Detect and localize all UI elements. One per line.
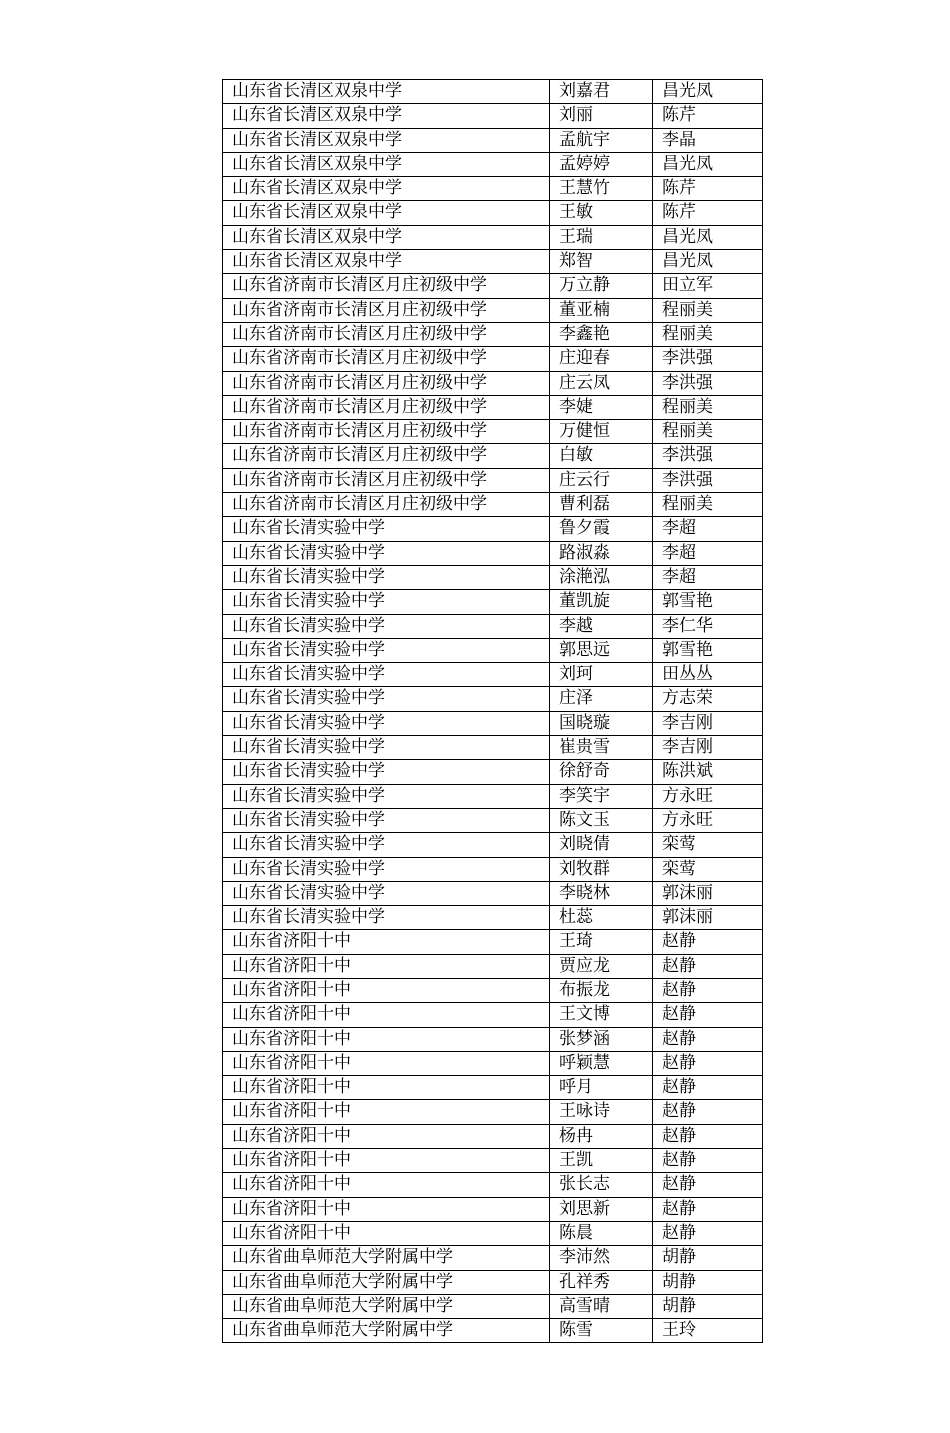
student-name-cell: 呼颖慧 bbox=[550, 1051, 653, 1075]
teacher-name-cell: 郭雪艳 bbox=[653, 638, 763, 662]
table-row bbox=[223, 1270, 763, 1294]
school-cell: 山东省长清实验中学 bbox=[223, 784, 550, 808]
teacher-name-cell: 郭沫丽 bbox=[653, 906, 763, 930]
school-cell: 山东省济阳十中 bbox=[223, 1100, 550, 1124]
school-cell: 山东省长清实验中学 bbox=[223, 808, 550, 832]
table-row bbox=[223, 808, 763, 832]
teacher-name-cell: 李洪强 bbox=[653, 371, 763, 395]
school-cell: 山东省济南市长清区月庄初级中学 bbox=[223, 298, 550, 322]
teacher-name-cell: 李超 bbox=[653, 517, 763, 541]
student-name-cell: 张梦涵 bbox=[550, 1027, 653, 1051]
student-name-cell: 王琦 bbox=[550, 930, 653, 954]
student-name-cell: 庄迎春 bbox=[550, 347, 653, 371]
school-cell: 山东省长清实验中学 bbox=[223, 638, 550, 662]
table-row bbox=[223, 565, 763, 589]
school-cell: 山东省长清区双泉中学 bbox=[223, 80, 550, 104]
teacher-name-cell: 赵静 bbox=[653, 1173, 763, 1197]
student-name-cell: 庄云凤 bbox=[550, 371, 653, 395]
table-row bbox=[223, 1100, 763, 1124]
teacher-name-cell: 田立军 bbox=[653, 274, 763, 298]
table-row bbox=[223, 493, 763, 517]
teacher-name-cell: 李吉刚 bbox=[653, 736, 763, 760]
teacher-name-cell: 郭沫丽 bbox=[653, 881, 763, 905]
teacher-name-cell: 赵静 bbox=[653, 1051, 763, 1075]
student-name-cell: 郭思远 bbox=[550, 638, 653, 662]
table-row bbox=[223, 420, 763, 444]
school-cell: 山东省长清实验中学 bbox=[223, 590, 550, 614]
teacher-name-cell: 李仁华 bbox=[653, 614, 763, 638]
school-cell: 山东省济南市长清区月庄初级中学 bbox=[223, 274, 550, 298]
teacher-name-cell: 陈芹 bbox=[653, 177, 763, 201]
table-row bbox=[223, 444, 763, 468]
table-row bbox=[223, 541, 763, 565]
student-name-cell: 路淑淼 bbox=[550, 541, 653, 565]
teacher-name-cell: 赵静 bbox=[653, 1027, 763, 1051]
school-cell: 山东省长清实验中学 bbox=[223, 565, 550, 589]
school-cell: 山东省长清区双泉中学 bbox=[223, 225, 550, 249]
school-cell: 山东省长清区双泉中学 bbox=[223, 152, 550, 176]
school-cell: 山东省济南市长清区月庄初级中学 bbox=[223, 468, 550, 492]
teacher-name-cell: 陈洪斌 bbox=[653, 760, 763, 784]
teacher-name-cell: 李吉刚 bbox=[653, 711, 763, 735]
table-row bbox=[223, 784, 763, 808]
school-cell: 山东省济南市长清区月庄初级中学 bbox=[223, 322, 550, 346]
teacher-name-cell: 李晶 bbox=[653, 128, 763, 152]
roster-table-body bbox=[223, 80, 763, 1343]
student-name-cell: 白敏 bbox=[550, 444, 653, 468]
student-name-cell: 涂滟泓 bbox=[550, 565, 653, 589]
school-cell: 山东省济阳十中 bbox=[223, 1124, 550, 1148]
table-row bbox=[223, 736, 763, 760]
teacher-name-cell: 赵静 bbox=[653, 1221, 763, 1245]
student-name-cell: 庄泽 bbox=[550, 687, 653, 711]
teacher-name-cell: 方永旺 bbox=[653, 784, 763, 808]
teacher-name-cell: 胡静 bbox=[653, 1270, 763, 1294]
student-name-cell: 王咏诗 bbox=[550, 1100, 653, 1124]
school-cell: 山东省长清实验中学 bbox=[223, 687, 550, 711]
table-row bbox=[223, 833, 763, 857]
table-row bbox=[223, 1076, 763, 1100]
table-row bbox=[223, 201, 763, 225]
table-row bbox=[223, 1319, 763, 1343]
school-cell: 山东省济阳十中 bbox=[223, 978, 550, 1002]
teacher-name-cell: 赵静 bbox=[653, 1003, 763, 1027]
student-name-cell: 刘丽 bbox=[550, 104, 653, 128]
teacher-name-cell: 赵静 bbox=[653, 954, 763, 978]
school-cell: 山东省长清区双泉中学 bbox=[223, 104, 550, 128]
student-name-cell: 刘晓倩 bbox=[550, 833, 653, 857]
table-row bbox=[223, 468, 763, 492]
student-name-cell: 杨冉 bbox=[550, 1124, 653, 1148]
teacher-name-cell: 胡静 bbox=[653, 1294, 763, 1318]
school-cell: 山东省济阳十中 bbox=[223, 1076, 550, 1100]
school-cell: 山东省济南市长清区月庄初级中学 bbox=[223, 444, 550, 468]
student-name-cell: 贾应龙 bbox=[550, 954, 653, 978]
teacher-name-cell: 方永旺 bbox=[653, 808, 763, 832]
student-name-cell: 徐舒奇 bbox=[550, 760, 653, 784]
student-name-cell: 王文博 bbox=[550, 1003, 653, 1027]
student-name-cell: 李沛然 bbox=[550, 1246, 653, 1270]
table-row bbox=[223, 1246, 763, 1270]
student-name-cell: 刘思新 bbox=[550, 1197, 653, 1221]
student-name-cell: 曹利磊 bbox=[550, 493, 653, 517]
table-row bbox=[223, 371, 763, 395]
student-name-cell: 呼月 bbox=[550, 1076, 653, 1100]
school-cell: 山东省长清区双泉中学 bbox=[223, 201, 550, 225]
student-name-cell: 王瑞 bbox=[550, 225, 653, 249]
table-row bbox=[223, 978, 763, 1002]
student-name-cell: 王凯 bbox=[550, 1149, 653, 1173]
table-row bbox=[223, 347, 763, 371]
school-cell: 山东省济南市长清区月庄初级中学 bbox=[223, 395, 550, 419]
table-row bbox=[223, 1149, 763, 1173]
school-cell: 山东省曲阜师范大学附属中学 bbox=[223, 1294, 550, 1318]
table-row bbox=[223, 274, 763, 298]
student-name-cell: 万立静 bbox=[550, 274, 653, 298]
student-name-cell: 孔祥秀 bbox=[550, 1270, 653, 1294]
school-cell: 山东省济阳十中 bbox=[223, 1173, 550, 1197]
teacher-name-cell: 赵静 bbox=[653, 1124, 763, 1148]
school-cell: 山东省济阳十中 bbox=[223, 930, 550, 954]
school-cell: 山东省长清实验中学 bbox=[223, 663, 550, 687]
table-row bbox=[223, 663, 763, 687]
school-cell: 山东省长清实验中学 bbox=[223, 881, 550, 905]
teacher-name-cell: 李洪强 bbox=[653, 468, 763, 492]
teacher-name-cell: 程丽美 bbox=[653, 493, 763, 517]
table-row bbox=[223, 1027, 763, 1051]
table-row bbox=[223, 80, 763, 104]
teacher-name-cell: 赵静 bbox=[653, 1197, 763, 1221]
student-name-cell: 董亚楠 bbox=[550, 298, 653, 322]
school-cell: 山东省济阳十中 bbox=[223, 1149, 550, 1173]
school-cell: 山东省长清区双泉中学 bbox=[223, 177, 550, 201]
student-name-cell: 郑智 bbox=[550, 250, 653, 274]
student-name-cell: 刘牧群 bbox=[550, 857, 653, 881]
teacher-name-cell: 王玲 bbox=[653, 1319, 763, 1343]
school-cell: 山东省长清区双泉中学 bbox=[223, 250, 550, 274]
teacher-name-cell: 赵静 bbox=[653, 1076, 763, 1100]
school-cell: 山东省济南市长清区月庄初级中学 bbox=[223, 347, 550, 371]
teacher-name-cell: 昌光凤 bbox=[653, 152, 763, 176]
school-cell: 山东省长清实验中学 bbox=[223, 760, 550, 784]
teacher-name-cell: 李洪强 bbox=[653, 444, 763, 468]
school-cell: 山东省长清实验中学 bbox=[223, 857, 550, 881]
table-row bbox=[223, 250, 763, 274]
student-name-cell: 李婕 bbox=[550, 395, 653, 419]
school-cell: 山东省长清实验中学 bbox=[223, 517, 550, 541]
school-cell: 山东省济阳十中 bbox=[223, 1003, 550, 1027]
student-name-cell: 董凯旋 bbox=[550, 590, 653, 614]
table-row bbox=[223, 590, 763, 614]
table-row bbox=[223, 711, 763, 735]
student-name-cell: 陈雪 bbox=[550, 1319, 653, 1343]
teacher-name-cell: 赵静 bbox=[653, 1100, 763, 1124]
table-row bbox=[223, 1124, 763, 1148]
document-page bbox=[222, 79, 762, 1343]
roster-table bbox=[222, 79, 763, 1343]
student-name-cell: 陈文玉 bbox=[550, 808, 653, 832]
school-cell: 山东省济阳十中 bbox=[223, 1051, 550, 1075]
student-name-cell: 万健恒 bbox=[550, 420, 653, 444]
student-name-cell: 李越 bbox=[550, 614, 653, 638]
student-name-cell: 刘珂 bbox=[550, 663, 653, 687]
school-cell: 山东省长清实验中学 bbox=[223, 906, 550, 930]
school-cell: 山东省曲阜师范大学附属中学 bbox=[223, 1270, 550, 1294]
school-cell: 山东省济阳十中 bbox=[223, 1027, 550, 1051]
teacher-name-cell: 胡静 bbox=[653, 1246, 763, 1270]
table-row bbox=[223, 225, 763, 249]
student-name-cell: 庄云行 bbox=[550, 468, 653, 492]
table-row bbox=[223, 1294, 763, 1318]
student-name-cell: 李笑宇 bbox=[550, 784, 653, 808]
school-cell: 山东省济南市长清区月庄初级中学 bbox=[223, 493, 550, 517]
teacher-name-cell: 昌光凤 bbox=[653, 80, 763, 104]
teacher-name-cell: 栾莺 bbox=[653, 833, 763, 857]
table-row bbox=[223, 1173, 763, 1197]
table-row bbox=[223, 395, 763, 419]
table-row bbox=[223, 1051, 763, 1075]
teacher-name-cell: 程丽美 bbox=[653, 395, 763, 419]
table-row bbox=[223, 638, 763, 662]
student-name-cell: 高雪晴 bbox=[550, 1294, 653, 1318]
table-row bbox=[223, 1197, 763, 1221]
student-name-cell: 鲁夕霞 bbox=[550, 517, 653, 541]
teacher-name-cell: 程丽美 bbox=[653, 420, 763, 444]
table-row bbox=[223, 930, 763, 954]
table-row bbox=[223, 152, 763, 176]
table-row bbox=[223, 1003, 763, 1027]
teacher-name-cell: 程丽美 bbox=[653, 322, 763, 346]
table-row bbox=[223, 104, 763, 128]
teacher-name-cell: 李超 bbox=[653, 541, 763, 565]
student-name-cell: 王敏 bbox=[550, 201, 653, 225]
school-cell: 山东省长清实验中学 bbox=[223, 833, 550, 857]
school-cell: 山东省长清实验中学 bbox=[223, 736, 550, 760]
table-row bbox=[223, 687, 763, 711]
school-cell: 山东省济南市长清区月庄初级中学 bbox=[223, 420, 550, 444]
student-name-cell: 杜蕊 bbox=[550, 906, 653, 930]
teacher-name-cell: 郭雪艳 bbox=[653, 590, 763, 614]
teacher-name-cell: 昌光凤 bbox=[653, 225, 763, 249]
school-cell: 山东省济阳十中 bbox=[223, 1197, 550, 1221]
school-cell: 山东省济南市长清区月庄初级中学 bbox=[223, 371, 550, 395]
table-row bbox=[223, 1221, 763, 1245]
student-name-cell: 布振龙 bbox=[550, 978, 653, 1002]
table-row bbox=[223, 954, 763, 978]
teacher-name-cell: 程丽美 bbox=[653, 298, 763, 322]
school-cell: 山东省曲阜师范大学附属中学 bbox=[223, 1319, 550, 1343]
teacher-name-cell: 李洪强 bbox=[653, 347, 763, 371]
table-row bbox=[223, 614, 763, 638]
table-row bbox=[223, 881, 763, 905]
student-name-cell: 孟婷婷 bbox=[550, 152, 653, 176]
table-row bbox=[223, 906, 763, 930]
table-row bbox=[223, 322, 763, 346]
school-cell: 山东省曲阜师范大学附属中学 bbox=[223, 1246, 550, 1270]
teacher-name-cell: 田丛丛 bbox=[653, 663, 763, 687]
teacher-name-cell: 陈芹 bbox=[653, 201, 763, 225]
student-name-cell: 国晓璇 bbox=[550, 711, 653, 735]
student-name-cell: 李晓林 bbox=[550, 881, 653, 905]
teacher-name-cell: 赵静 bbox=[653, 978, 763, 1002]
teacher-name-cell: 陈芹 bbox=[653, 104, 763, 128]
teacher-name-cell: 赵静 bbox=[653, 930, 763, 954]
student-name-cell: 王慧竹 bbox=[550, 177, 653, 201]
student-name-cell: 李鑫艳 bbox=[550, 322, 653, 346]
table-row bbox=[223, 128, 763, 152]
school-cell: 山东省济阳十中 bbox=[223, 954, 550, 978]
teacher-name-cell: 昌光凤 bbox=[653, 250, 763, 274]
teacher-name-cell: 李超 bbox=[653, 565, 763, 589]
teacher-name-cell: 栾莺 bbox=[653, 857, 763, 881]
student-name-cell: 刘嘉君 bbox=[550, 80, 653, 104]
school-cell: 山东省长清实验中学 bbox=[223, 614, 550, 638]
table-row bbox=[223, 177, 763, 201]
student-name-cell: 陈晨 bbox=[550, 1221, 653, 1245]
table-row bbox=[223, 760, 763, 784]
teacher-name-cell: 赵静 bbox=[653, 1149, 763, 1173]
school-cell: 山东省长清实验中学 bbox=[223, 711, 550, 735]
teacher-name-cell: 方志荣 bbox=[653, 687, 763, 711]
student-name-cell: 张长志 bbox=[550, 1173, 653, 1197]
school-cell: 山东省长清区双泉中学 bbox=[223, 128, 550, 152]
table-row bbox=[223, 517, 763, 541]
student-name-cell: 崔贵雪 bbox=[550, 736, 653, 760]
school-cell: 山东省长清实验中学 bbox=[223, 541, 550, 565]
school-cell: 山东省济阳十中 bbox=[223, 1221, 550, 1245]
table-row bbox=[223, 298, 763, 322]
table-row bbox=[223, 857, 763, 881]
student-name-cell: 孟航宇 bbox=[550, 128, 653, 152]
